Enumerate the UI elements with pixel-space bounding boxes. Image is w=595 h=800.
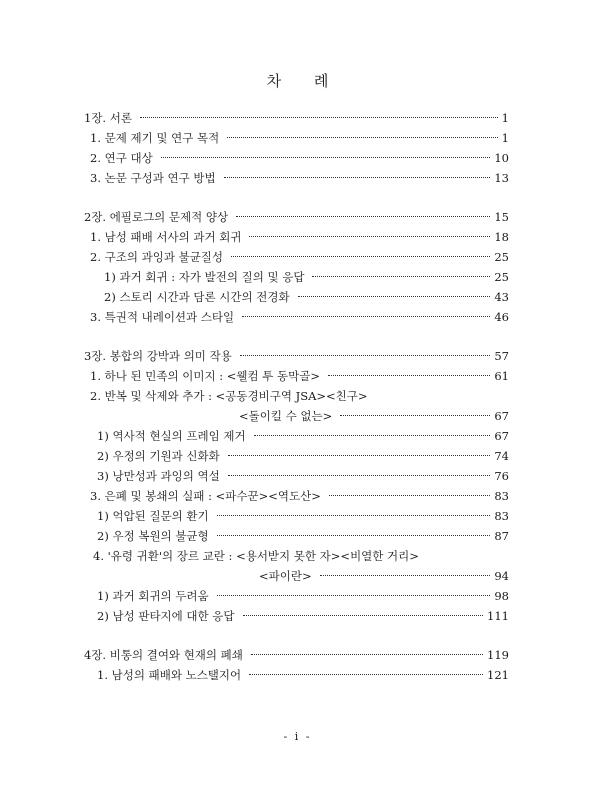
toc-label: 1) 역사적 현실의 프레임 제거 [97, 429, 246, 443]
toc-label: 2) 스토리 시간과 담론 시간의 전경화 [104, 290, 290, 304]
toc-label: 2) 우정 복원의 불균형 [97, 529, 209, 543]
toc-page: 67 [494, 409, 509, 423]
dot-leader [228, 475, 491, 476]
toc-page: 57 [494, 349, 509, 363]
toc-page: 119 [487, 648, 509, 662]
toc-page: 111 [487, 609, 509, 623]
dot-leader [217, 535, 491, 536]
toc-entry-3-3-2[interactable] [97, 528, 509, 544]
toc-entry-3-2[interactable] [239, 408, 509, 424]
toc-label: 2장. 에필로그의 문제적 양상 [84, 210, 229, 224]
toc-label: 4장. 비통의 결여와 현재의 폐쇄 [84, 648, 243, 662]
toc-label: 3. 특권적 내레이션과 스타일 [90, 310, 235, 324]
page-number: - i - [283, 730, 312, 743]
toc-entry-2-1[interactable] [90, 229, 509, 245]
toc-page: 76 [494, 469, 509, 483]
toc-entry-2-2[interactable] [90, 249, 509, 265]
dot-leader [217, 515, 491, 516]
toc-label: 1. 하나 된 민족의 이미지 : <웰컴 투 동막골> [90, 369, 320, 383]
toc-page: 83 [494, 509, 509, 523]
dot-leader [217, 595, 491, 596]
toc-page: 87 [494, 529, 509, 543]
toc-entry-ch4[interactable] [84, 647, 509, 663]
toc-label: 1) 과거 회귀 : 자가 발전의 질의 및 응답 [104, 270, 305, 284]
toc-label: 1. 남성의 패배와 노스탤지어 [97, 668, 242, 682]
toc-entry-3-4-2[interactable] [97, 608, 509, 624]
toc-entry-3-2-line1[interactable]: 2. 반복 및 삭제와 추가 : <공동경비구역 JSA><친구> [90, 389, 368, 403]
toc-label: 1. 문제 제기 및 연구 목적 [90, 131, 220, 145]
toc-page: 43 [494, 290, 509, 304]
dot-leader [249, 674, 483, 675]
toc-entry-1-1[interactable] [90, 130, 509, 146]
toc-entry-3-2-2[interactable] [97, 448, 509, 464]
dot-leader [227, 137, 497, 138]
dot-leader [340, 415, 490, 416]
toc-entry-ch3[interactable] [84, 348, 509, 364]
toc-page: 83 [494, 489, 509, 503]
toc-label: 2) 남성 판타지에 대한 응답 [97, 609, 235, 623]
dot-leader [251, 654, 483, 655]
dot-leader [254, 435, 491, 436]
toc-entry-3-1[interactable] [90, 368, 509, 384]
toc-entry-3-4-1[interactable] [97, 588, 509, 604]
toc-page: 1 [501, 111, 509, 125]
toc-page: 94 [494, 569, 509, 583]
dot-leader [242, 316, 490, 317]
toc-entry-1-2[interactable] [90, 150, 509, 166]
toc-label: 3. 은폐 및 봉쇄의 실패 : <파수꾼><역도산> [90, 489, 321, 503]
dot-leader [224, 177, 491, 178]
toc-entry-3-3[interactable] [90, 488, 509, 504]
toc-label: <돌이킬 수 없는> [239, 409, 333, 423]
dot-leader [236, 216, 490, 217]
toc-entry-4-1[interactable] [97, 667, 509, 683]
toc-page: 121 [487, 668, 509, 682]
toc-page: 67 [494, 429, 509, 443]
dot-leader [228, 455, 491, 456]
toc-label: 3) 낭만성과 과잉의 역설 [97, 469, 220, 483]
toc-entry-3-4-line1[interactable]: 4. '유령 귀환'의 장르 교란 : <용서받지 못한 자><비열한 거리> [93, 549, 419, 563]
dot-leader [140, 117, 498, 118]
toc-label: 3장. 봉합의 강박과 의미 작용 [84, 349, 232, 363]
dot-leader [329, 495, 491, 496]
toc-page: 18 [494, 230, 509, 244]
toc-page: 15 [494, 210, 509, 224]
dot-leader [243, 615, 484, 616]
dot-leader [328, 375, 490, 376]
dot-leader [320, 575, 491, 576]
toc-entry-ch1[interactable] [84, 110, 509, 126]
toc-label: <파이란> [259, 569, 312, 583]
toc-page: 46 [494, 310, 509, 324]
toc-page: 98 [494, 589, 509, 603]
toc-entry-2-2-1[interactable] [104, 269, 509, 285]
toc-page: 13 [494, 171, 509, 185]
toc-entry-1-3[interactable] [90, 170, 509, 186]
toc-entry-2-2-2[interactable] [104, 289, 509, 305]
toc-label: 2) 우정의 기원과 신화화 [97, 449, 220, 463]
toc-entry-ch2[interactable] [84, 209, 509, 225]
toc-label: 1장. 서론 [84, 111, 132, 125]
toc-page: 1 [501, 131, 509, 145]
toc-page: 74 [494, 449, 509, 463]
toc-page: 10 [494, 151, 509, 165]
toc-label: 3. 논문 구성과 연구 방법 [90, 171, 216, 185]
toc-label: 1) 억압된 질문의 환기 [97, 509, 209, 523]
toc-entry-3-2-1[interactable] [97, 428, 509, 444]
toc-label: 1) 과거 회귀의 두려움 [97, 589, 209, 603]
toc-entry-3-4[interactable] [259, 568, 509, 584]
toc-page: 25 [494, 270, 509, 284]
toc-page: 25 [494, 250, 509, 264]
dot-leader [240, 355, 491, 356]
page-title: 차 례 [266, 72, 343, 90]
toc-entry-3-3-1[interactable] [97, 508, 509, 524]
toc-label: 1. 남성 패배 서사의 과거 회귀 [90, 230, 242, 244]
toc-label: 2. 구조의 과잉과 불균질성 [90, 250, 224, 264]
toc-page: 61 [494, 369, 509, 383]
dot-leader [161, 157, 491, 158]
dot-leader [231, 256, 490, 257]
dot-leader [312, 276, 490, 277]
toc-entry-2-3[interactable] [90, 309, 509, 325]
toc-entry-3-2-3[interactable] [97, 468, 509, 484]
toc-label: 2. 연구 대상 [90, 151, 153, 165]
dot-leader [298, 296, 491, 297]
dot-leader [249, 236, 490, 237]
